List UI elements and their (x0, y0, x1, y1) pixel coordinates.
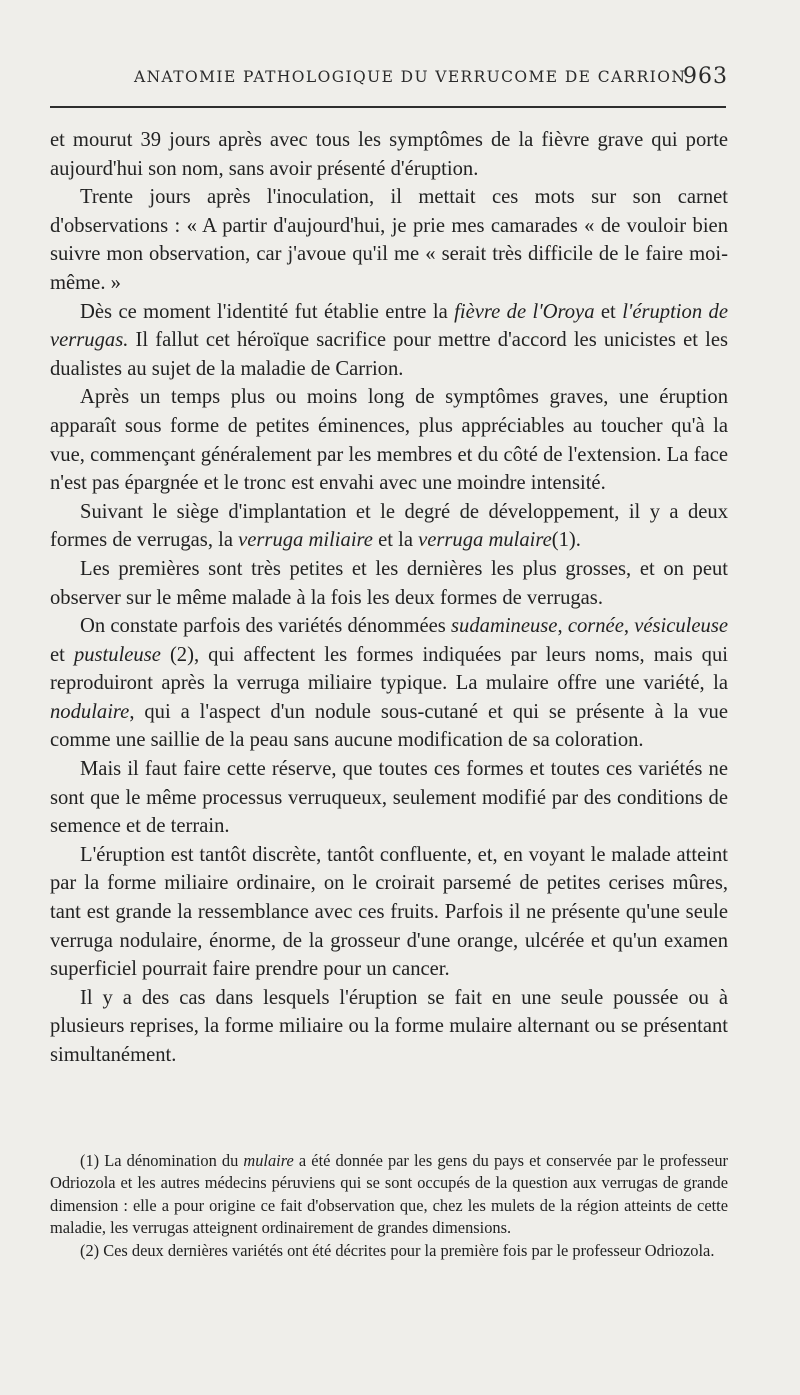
footnote-1 (50, 1150, 728, 1240)
paragraph-3 (50, 298, 728, 384)
text-run: , (623, 615, 635, 638)
italic-term: fièvre de l'Oroya (454, 300, 595, 323)
running-head (50, 64, 728, 94)
paragraph-7 (50, 612, 728, 755)
italic-term: sudamineuse (451, 615, 558, 638)
paragraph-9: L'éruption est tantôt discrète, tantôt confluente, et, en voyant le malade atteint par la forme miliaire ordinaire, on le croirait parsemé de petites cerises mûres, tant est grande la ressemblance avec ces fruits. Parfois il ne présente qu'une seule verruga nodulaire, énorme, de la grosseur d'une orange, ulcérée et qu'un examen superficiel pourrait faire prendre pour un cancer. (50, 843, 728, 981)
text-run: Il fallut cet héroïque sacrifice pour mettre d'accord les unicistes et les dualistes au sujet de la maladie de Carrion. (50, 329, 728, 380)
italic-term: l'éruption de verrugas. (50, 300, 728, 352)
header-rule (50, 106, 726, 108)
text-run: (1) La dénomination du (80, 1151, 244, 1170)
text-run: a été donnée par les gens du pays et conservée par le professeur Odriozola et les autres médecins péruviens qui se sont occupés de la question aux verrugas de grande dimension : elle a pour origine ce fait d'observation que, chez les mulets de la région atteints de cette maladie, les verrugas atteignent ordinairement de grandes dimensions. (50, 1151, 728, 1238)
body-text (50, 126, 728, 1070)
paragraph-2: Trente jours après l'inoculation, il mettait ces mots sur son carnet d'observations : « A partir d'aujourd'hui, je prie mes camarades « de vouloir bien suivre mon observation, car j'avoue qu'il me « serait très difficile de le faire moi-même. » (50, 186, 728, 294)
footnote-ref: (1) (551, 529, 576, 552)
italic-term: verruga miliaire (238, 529, 373, 552)
italic-term: cornée (567, 615, 624, 638)
text-run: , qui a l'aspect d'un nodule sous-cutané et qui se présente à la vue comme une saillie de la peau sans aucune modification de sa coloration. (50, 700, 728, 752)
italic-term: mulaire (243, 1151, 294, 1170)
text-run: Suivant le siège d'implantation et le degré de développement, il y a deux formes de verrugas, la (50, 500, 728, 552)
paragraph-5 (50, 498, 728, 555)
text-run: . (575, 529, 581, 552)
italic-term: pustuleuse (73, 643, 161, 666)
page-number: 963 (683, 64, 728, 89)
text-run: et la (372, 529, 419, 552)
paragraph-1: et mourut 39 jours après avec tous les symptômes de la fièvre grave qui porte aujourd'hui son nom, sans avoir présenté d'éruption. (50, 129, 728, 180)
text-run: et (50, 643, 74, 666)
text-run: et (594, 300, 623, 323)
footnote-2: (2) Ces deux dernières variétés ont été décrites pour la première fois par le professeur Odriozola. (80, 1240, 715, 1260)
paragraph-10: Il y a des cas dans lesquels l'éruption se fait en une seule poussée ou à plusieurs reprises, la forme miliaire ou la forme mulaire alternant ou se présentant simultanément. (50, 986, 728, 1066)
italic-term: nodulaire (50, 700, 130, 723)
paragraph-8: Mais il faut faire cette réserve, que toutes ces formes et toutes ces variétés ne sont que le même processus verruqueux, seulement modifié par des conditions de semence et de terrain. (50, 758, 728, 838)
paragraph-6: Les premières sont très petites et les dernières les plus grosses, et on peut observer sur le même malade à la fois les deux formes de verrugas. (50, 557, 728, 609)
text-run: (2), qui affectent les formes indiquées par leurs noms, mais qui reproduiront après la verruga miliaire typique. La mulaire offre une variété, la (50, 643, 728, 695)
text-run: Dès ce moment l'identité fut établie entre la (80, 300, 455, 323)
italic-term: verruga mulaire (418, 529, 552, 552)
paragraph-4: Après un temps plus ou moins long de symptômes graves, une éruption apparaît sous forme de petites éminences, plus appréciables au toucher qu'à la vue, commençant généralement par les membres et du côté de l'extension. La face n'est pas épargnée et le tronc est envahi avec une moindre intensité. (50, 386, 728, 495)
italic-term: vésiculeuse (634, 615, 728, 638)
footnotes (50, 1150, 728, 1262)
running-title: ANATOMIE PATHOLOGIQUE DU VERRUCOME DE CARRION (134, 68, 687, 86)
text-run: On constate parfois des variétés dénommées (80, 615, 452, 638)
text-run: , (557, 615, 568, 638)
